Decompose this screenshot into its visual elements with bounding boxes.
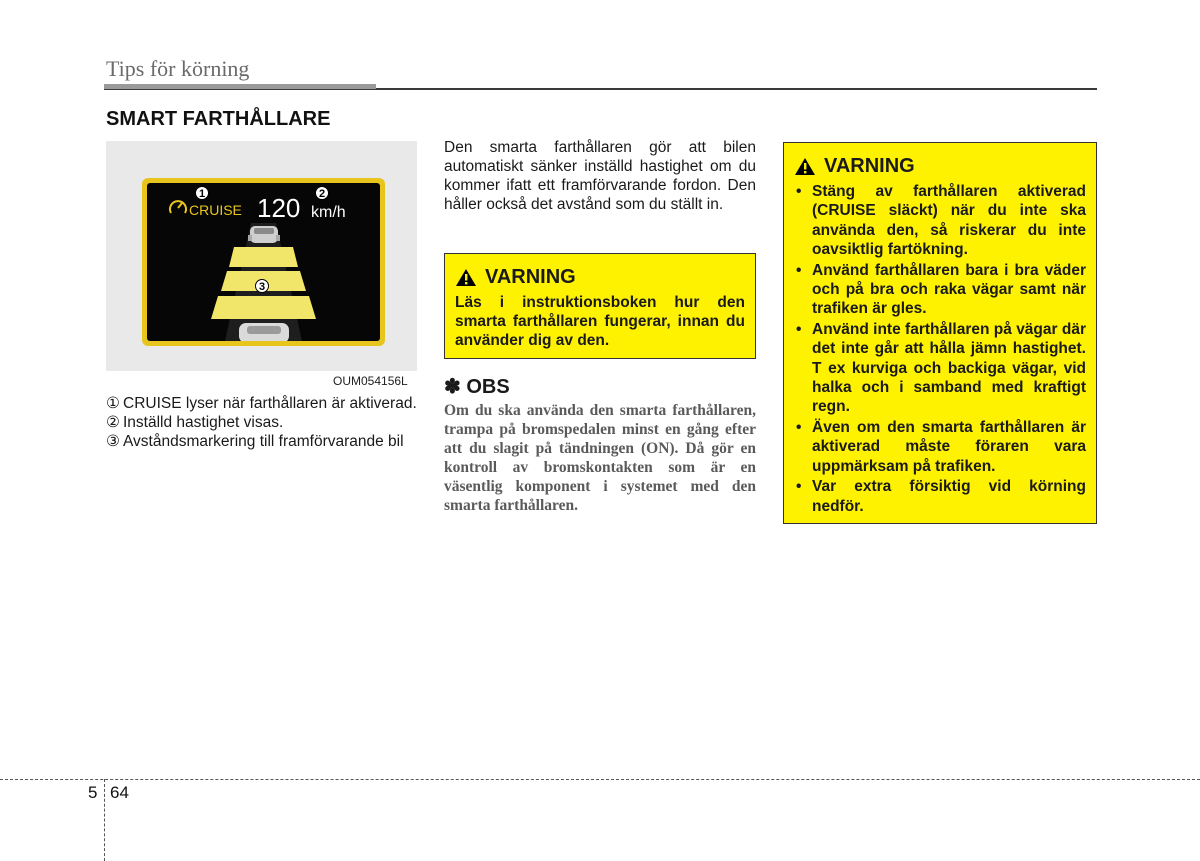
cluster-figure <box>106 141 417 371</box>
svg-text:3: 3 <box>258 281 266 293</box>
callout-2 <box>316 187 329 201</box>
page-number: 64 <box>110 783 129 802</box>
lead-car-icon <box>248 226 280 243</box>
warning-triangle-icon <box>794 157 816 176</box>
distance-bar-3 <box>211 296 316 319</box>
svg-text:2: 2 <box>318 188 326 200</box>
section-title: SMART FARTHÅLLARE <box>106 108 331 130</box>
warning-list-item: • Stäng av farthållaren aktiverad (CRUISE släckt) när du inte ska använda den, så riskerar du inte oavsiktlig fartökning. <box>796 183 1086 259</box>
callout-1 <box>196 187 209 201</box>
callout-3 <box>256 280 269 294</box>
warning-list-item: • Använd inte farthållaren på vägar där det inte går att hålla jämn hastighet. T ex kurviga och backiga vägar, vid halka och i samband med kraftigt regn. <box>796 320 1086 416</box>
figure-legend <box>106 394 417 451</box>
legend-text: CRUISE lyser när farthållaren är aktiverad. <box>123 395 417 412</box>
header-rule-accent <box>104 84 376 89</box>
warning-title: VARNING <box>824 155 915 177</box>
legend-item <box>106 394 417 413</box>
distance-bar-1 <box>229 247 298 267</box>
warning-title: VARNING <box>485 266 576 288</box>
warning-text: Läs i instruktionsboken hur den smarta farthållaren fungerar, innan du använder dig av den. <box>455 294 745 349</box>
chapter-title: Tips för körning <box>106 56 250 81</box>
cruise-label: CRUISE <box>189 202 242 218</box>
legend-marker: ③ <box>106 433 120 450</box>
warning-triangle-icon <box>455 268 477 287</box>
warning-box-large <box>783 142 1097 524</box>
warning-box-small <box>444 253 756 359</box>
cluster-display <box>147 183 380 341</box>
legend-marker: ① <box>106 395 120 412</box>
svg-text:1: 1 <box>198 188 206 200</box>
obs-title: ✽ OBS <box>444 376 510 398</box>
cruise-gauge-icon <box>170 201 186 213</box>
warning-list-item: • Var extra försiktig vid körning nedför. <box>796 478 1086 515</box>
page-chapter-number: 5 <box>88 783 98 802</box>
obs-text: Om du ska använda den smarta farthållaren, trampa på bromspedalen minst en gång efter att du slagit på tändningen (ON). Då gör en kontroll av bromskontakten som är en väsentlig komponent i systemet med den smarta farthållaren. <box>444 402 756 514</box>
legend-text: Inställd hastighet visas. <box>123 414 284 431</box>
legend-item <box>106 413 417 432</box>
warning-list-item: • Även om den smarta farthållaren är aktiverad måste föraren vara uppmärksam på trafiken. <box>796 418 1086 475</box>
set-speed-value: 120 <box>257 193 301 223</box>
cluster-display-frame <box>142 178 385 346</box>
warning-list-item: • Använd farthållaren bara i bra väder och på bra och raka vägar samt när trafiken är gles. <box>796 261 1086 318</box>
own-car-icon <box>239 323 289 341</box>
legend-item <box>106 432 417 451</box>
footer-divider <box>104 779 105 861</box>
figure-code: OUM054156L <box>333 374 408 388</box>
legend-text: Avståndsmarkering till framförvarande bil <box>123 433 404 450</box>
speed-unit: km/h <box>311 204 346 221</box>
legend-marker: ② <box>106 414 120 431</box>
cluster-display-graphic <box>147 183 380 341</box>
warning-header <box>794 155 1086 178</box>
warning-list <box>794 182 1086 516</box>
intro-paragraph: Den smarta farthållaren gör att bilen automatiskt sänker inställd hastighet om du kommer ifatt ett framförvarande fordon. Den håller också det avstånd som du ställt in. <box>444 139 756 213</box>
footer-rule <box>0 779 1200 780</box>
warning-header <box>455 266 745 289</box>
